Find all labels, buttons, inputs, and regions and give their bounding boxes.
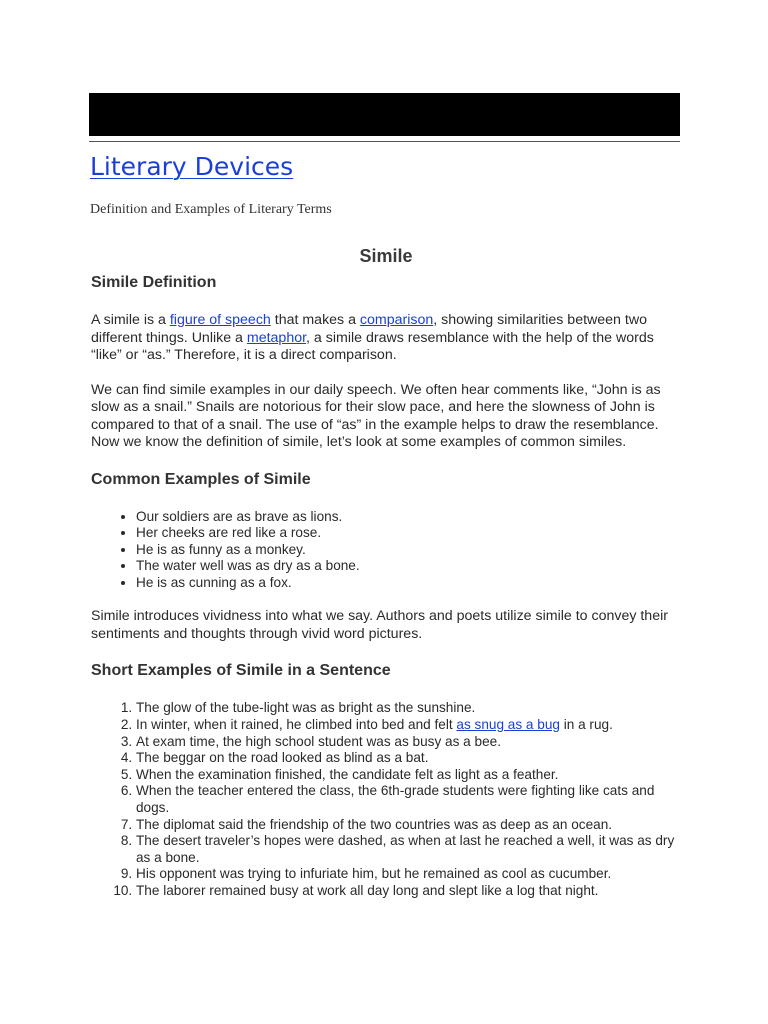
list-item: 3. At exam time, the high school student was as busy as a bee. bbox=[136, 734, 681, 751]
list-item: 10. The laborer remained busy at work all day long and slept like a log that night. bbox=[136, 883, 681, 900]
list-item: 5. When the examination finished, the candidate felt as light as a feather. bbox=[136, 767, 681, 784]
text-segment: A simile is a bbox=[91, 312, 170, 328]
comparison-link[interactable]: comparison bbox=[359, 312, 434, 328]
list-item: 9. His opponent was trying to infuriate him, but he remained as cool as cucumber. bbox=[136, 866, 681, 883]
text-segment: , a simile draws resemblance with the help of the words “like” or “as.” Therefore, it is a direct comparison. bbox=[91, 329, 654, 363]
definition-paragraph bbox=[91, 312, 681, 365]
snug-as-a-bug-link[interactable]: as snug as a bug bbox=[456, 717, 560, 733]
list-item: • The water well was as dry as a bone. bbox=[136, 558, 681, 575]
list-item: 6. When the teacher entered the class, the 6th-grade students were fighting like cats and dogs. bbox=[136, 783, 681, 816]
short-examples-heading: Short Examples of Simile in a Sentence bbox=[91, 662, 391, 680]
text-segment: , showing similarities between two different things. Unlike a bbox=[91, 312, 647, 346]
list-item bbox=[136, 717, 681, 734]
text-segment: In winter, when it rained, he climbed into bed and felt bbox=[136, 717, 457, 733]
figure-of-speech-link[interactable]: figure of speech bbox=[169, 312, 271, 328]
header-divider bbox=[89, 141, 680, 142]
article-body bbox=[91, 246, 681, 900]
list-item: • He is as cunning as a fox. bbox=[136, 575, 681, 592]
list-item: 1. The glow of the tube-light was as bright as the sunshine. bbox=[136, 700, 681, 717]
site-title-link[interactable]: Literary Devices bbox=[90, 152, 294, 181]
article-title: Simile bbox=[359, 246, 413, 266]
text-segment: that makes a bbox=[270, 312, 360, 328]
common-examples-heading: Common Examples of Simile bbox=[91, 470, 311, 488]
definition-heading: Simile Definition bbox=[91, 274, 217, 291]
vividness-paragraph: Simile introduces vividness into what we say. Authors and poets utilize simile to convey their sentiments and thoughts through vivid word pictures. bbox=[91, 608, 668, 642]
list-item: • He is as funny as a monkey. bbox=[136, 542, 681, 559]
intro-paragraph: We can find simile examples in our daily speech. We often hear comments like, “John is as slow as a snail.” Snails are notorious for their slow pace, and here the slowness of John is compared to that of a snail. The use of “as” in the example helps to draw the resemblance. Now we know the definition of simile, let’s look at some examples of common similes. bbox=[91, 381, 661, 450]
text-segment: in a rug. bbox=[559, 717, 613, 733]
site-tagline: Definition and Examples of Literary Terms bbox=[90, 202, 332, 217]
list-item: 7. The diplomat said the friendship of the two countries was as deep as an ocean. bbox=[136, 817, 681, 834]
short-examples-list bbox=[91, 700, 681, 899]
list-item: • Our soldiers are as brave as lions. bbox=[136, 509, 681, 526]
list-item: 8. The desert traveler’s hopes were dashed, as when at last he reached a well, it was as dry as a bone. bbox=[136, 833, 681, 866]
common-examples-list bbox=[91, 509, 681, 592]
header-bar bbox=[89, 93, 680, 136]
metaphor-link[interactable]: metaphor bbox=[246, 329, 307, 346]
list-item: • Her cheeks are red like a rose. bbox=[136, 525, 681, 542]
list-item: 4. The beggar on the road looked as blind as a bat. bbox=[136, 750, 681, 767]
